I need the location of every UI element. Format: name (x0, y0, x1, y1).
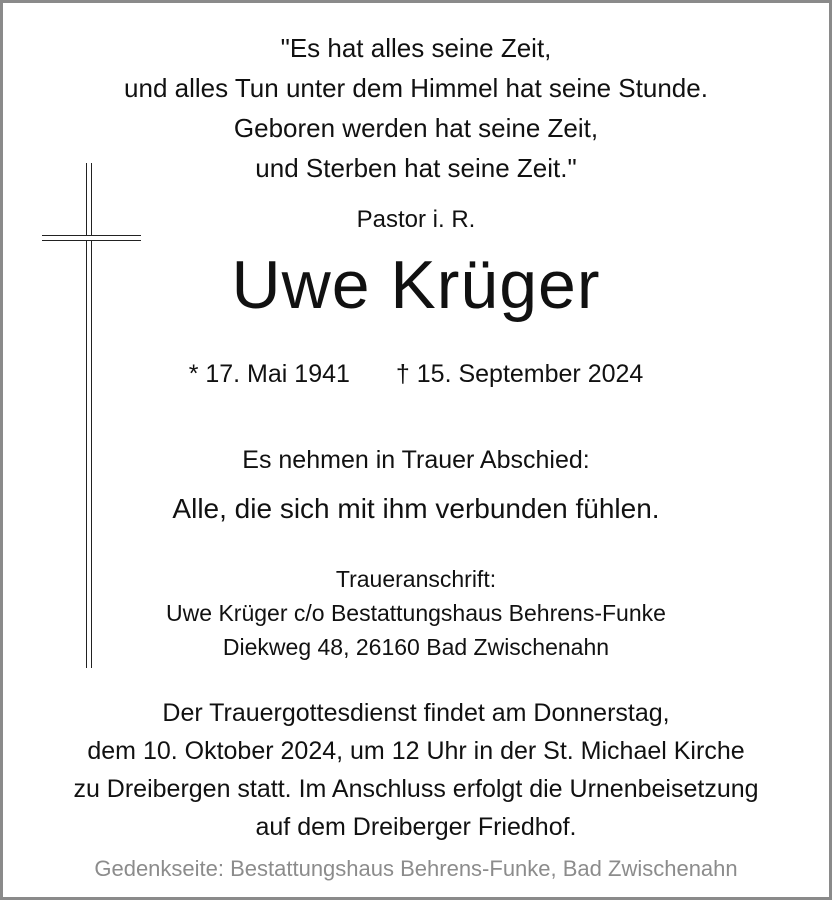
deceased-name: Uwe Krüger (231, 247, 601, 323)
memorial-page-note: Gedenkseite: Bestattungshaus Behrens-Funke, Bad Zwischenahn (94, 856, 738, 881)
deceased-title: Pastor i. R. (356, 206, 476, 233)
quote-line-2: und alles Tun unter dem Himmel hat seine Stunde. (124, 73, 708, 103)
life-dates (0, 360, 832, 389)
service-line-2: dem 10. Oktober 2024, um 12 Uhr in der St. Michael Kirche (87, 737, 745, 765)
address-line-2: Diekweg 48, 26160 Bad Zwischenahn (222, 634, 610, 660)
quote-line-4: und Sterben hat seine Zeit." (255, 153, 577, 183)
address-label: Traueranschrift: (335, 566, 497, 592)
address-line-1: Uwe Krüger c/o Bestattungshaus Behrens-Funke (166, 600, 666, 626)
service-line-3: zu Dreibergen statt. Im Anschluss erfolgt die Urnenbeisetzung (73, 775, 759, 803)
mourners-intro: Es nehmen in Trauer Abschied: (242, 446, 590, 474)
mourners-group: Alle, die sich mit ihm verbunden fühlen. (172, 493, 660, 524)
service-line-1: Der Trauergottesdienst findet am Donnerstag, (162, 699, 670, 727)
death-date: † 15. September 2024 (395, 360, 644, 388)
birth-date: * 17. Mai 1941 (188, 360, 350, 388)
quote-line-1: "Es hat alles seine Zeit, (280, 33, 552, 63)
service-line-4: auf dem Dreiberger Friedhof. (255, 813, 577, 841)
quote-line-3: Geboren werden hat seine Zeit, (233, 113, 599, 143)
